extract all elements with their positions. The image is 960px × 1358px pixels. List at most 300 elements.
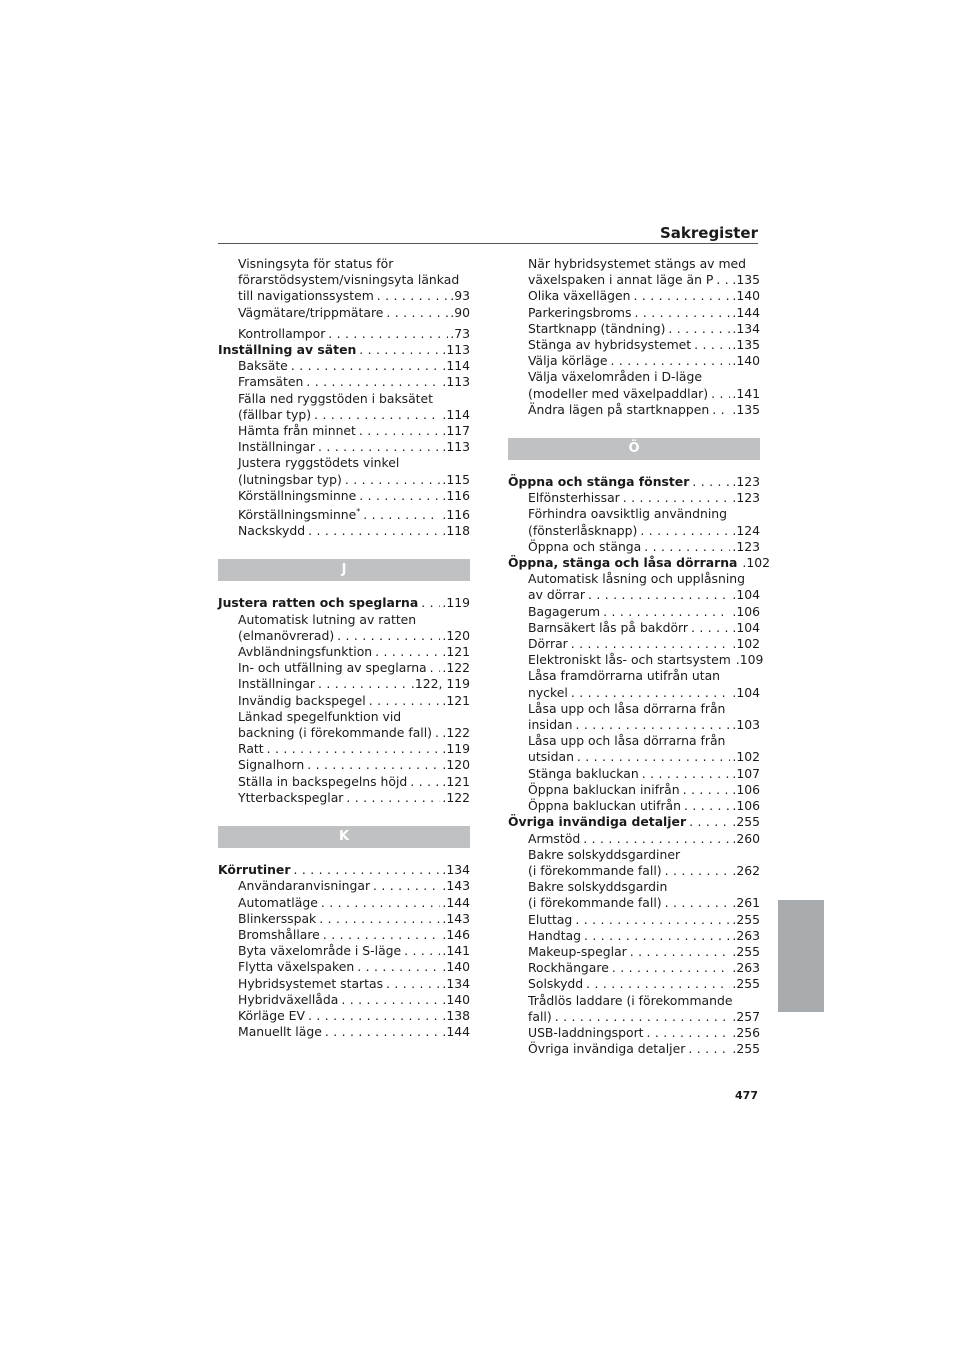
index-sub-entry (508, 587, 760, 603)
dot-leader (630, 944, 731, 960)
page-ref: .123 (732, 538, 760, 554)
dot-leader (683, 782, 731, 798)
page-ref: .144 (732, 304, 760, 320)
entry-text: Handtag (528, 927, 581, 943)
entry-text: Inställning av säten (218, 342, 357, 358)
dot-leader (576, 717, 731, 733)
page-ref: .109 (735, 652, 764, 668)
page-ref: .143 (442, 878, 470, 894)
index-sub-entry (508, 733, 760, 749)
entry-text-wrap (528, 895, 665, 911)
entry-text: Körläge EV (238, 1007, 305, 1023)
entry-text-wrap (528, 749, 577, 765)
entry-text-wrap (528, 337, 694, 353)
page-ref: .121 (442, 773, 470, 789)
entry-text-wrap (528, 490, 623, 506)
page-ref: .138 (442, 1007, 470, 1023)
page-ref: .263 (732, 960, 760, 976)
index-main-entry (218, 595, 470, 611)
entry-text-wrap (528, 863, 665, 879)
dot-leader (571, 636, 731, 652)
page-ref: .122 (442, 660, 470, 676)
page-number: 477 (735, 1089, 758, 1102)
index-sub-entry (508, 960, 760, 976)
page-ref: .261 (732, 895, 760, 911)
entry-text-wrap (528, 1025, 647, 1041)
index-sub-entry (508, 749, 760, 765)
index-sub-entry (508, 1025, 760, 1041)
entry-text-wrap (528, 960, 612, 976)
index-sub-entry (508, 831, 760, 847)
entry-text: Öppna bakluckan utifrån (528, 798, 682, 814)
entry-text: (modeller med växelpaddlar) (528, 385, 709, 401)
index-main-entry (508, 555, 771, 571)
entry-text: Öppna och stänga fönster (508, 474, 690, 490)
dot-leader (430, 660, 441, 676)
dot-leader (684, 798, 730, 814)
page-ref: .123 (732, 490, 760, 506)
entry-text-wrap (238, 676, 318, 692)
entry-text: Körställningsminne (238, 487, 357, 503)
entry-text: Körställningsminne (238, 507, 357, 523)
index-sub-entry (508, 1009, 760, 1025)
dot-leader (341, 992, 440, 1008)
dot-leader (386, 305, 448, 321)
entry-text: (i förekommande fall) (528, 862, 662, 878)
page-ref: .135 (732, 272, 760, 288)
index-sub-entry (218, 757, 470, 773)
page-ref: .113 (442, 439, 470, 455)
page-ref: .256 (732, 1024, 760, 1040)
entry-text: Baksäte (238, 358, 288, 374)
page-ref: .123 (732, 474, 760, 490)
page-ref: .141 (732, 385, 760, 401)
page-ref: .102 (742, 555, 771, 571)
header-divider (218, 243, 758, 244)
dot-leader (373, 878, 440, 894)
index-main-entry (218, 862, 470, 878)
page-ref: .113 (442, 342, 470, 358)
index-sub-entry (508, 879, 760, 895)
dot-leader (665, 863, 731, 879)
index-sub-entry (508, 912, 760, 928)
entry-text: Stänga bakluckan (528, 765, 639, 781)
entry-text: Kontrollampor (238, 325, 326, 341)
entry-text-wrap (528, 928, 584, 944)
dot-leader (307, 757, 440, 773)
dot-leader (644, 539, 730, 555)
chapter-side-tab (778, 900, 824, 1012)
index-sub-entry (218, 488, 470, 504)
entry-text: Inställningar (238, 439, 315, 455)
page-header-title: Sakregister (659, 224, 758, 242)
letter-section-header: K (218, 826, 470, 848)
dot-leader (369, 693, 441, 709)
dot-leader (308, 523, 440, 539)
page-ref: .124 (732, 522, 760, 538)
page-ref: .260 (732, 830, 760, 846)
dot-leader (359, 488, 440, 504)
page-ref: .102 (732, 749, 760, 765)
dot-leader (319, 911, 440, 927)
index-sub-entry (218, 911, 470, 927)
page-ref: .120 (442, 757, 470, 773)
dot-leader (323, 927, 441, 943)
entry-text-wrap (238, 488, 359, 504)
entry-text: Byta växelområde i S-läge (238, 943, 402, 959)
entry-text: Bagagerum (528, 603, 601, 619)
entry-text-wrap (238, 407, 314, 423)
dot-leader (688, 1041, 730, 1057)
entry-text-wrap (528, 685, 571, 701)
index-sub-entry (218, 305, 470, 321)
page-ref: .255 (732, 943, 760, 959)
letter-section-header: Ö (508, 438, 760, 460)
entry-text-wrap (528, 288, 633, 304)
dot-leader (410, 774, 440, 790)
index-sub-entry (508, 717, 760, 733)
dot-leader (377, 288, 448, 304)
entry-text: Ställa in backspegelns höjd (238, 773, 408, 789)
dot-leader (386, 976, 440, 992)
dot-leader (375, 644, 440, 660)
entry-text-wrap (528, 1009, 555, 1025)
dot-leader (583, 831, 730, 847)
entry-text: Ratt (238, 741, 264, 757)
entry-text-wrap (528, 976, 586, 992)
index-sub-entry (508, 685, 760, 701)
dot-leader (689, 814, 730, 830)
entry-text-wrap (238, 358, 291, 374)
index-sub-entry (218, 895, 470, 911)
index-sub-entry (218, 612, 470, 628)
page-ref: .113 (442, 374, 470, 390)
entry-text-wrap (238, 959, 357, 975)
entry-text: Förhindra oavsiktlig användning (528, 506, 728, 522)
dot-leader (555, 1009, 731, 1025)
entry-text-wrap (528, 636, 571, 652)
entry-text-wrap (238, 992, 341, 1008)
page-ref: .262 (732, 862, 760, 878)
index-sub-entry (218, 407, 470, 423)
index-column-right (508, 256, 771, 1057)
page-ref: .104 (732, 684, 760, 700)
entry-text-wrap (238, 741, 267, 757)
page-ref: .103 (732, 717, 760, 733)
entry-text-wrap (528, 798, 684, 814)
page-ref: .90 (450, 304, 470, 320)
entry-text-wrap (528, 272, 716, 288)
dot-leader (404, 943, 440, 959)
index-sub-entry (508, 523, 760, 539)
entry-text: Fälla ned ryggstöden i baksätet (238, 390, 434, 406)
dot-leader (577, 749, 730, 765)
entry-text-wrap (238, 628, 337, 644)
page-ref: .106 (732, 798, 760, 814)
entry-text: Vägmätare/trippmätare (238, 304, 384, 320)
index-sub-entry (218, 391, 470, 407)
footnote-marker: * (356, 507, 361, 517)
page-ref: .122 (442, 789, 470, 805)
page-ref: .134 (442, 862, 470, 878)
dot-leader (665, 895, 731, 911)
entry-text: Bakre solskyddsgardin (528, 879, 668, 895)
dot-leader (691, 620, 730, 636)
entry-text-wrap (218, 595, 421, 611)
entry-text: Låsa upp och låsa dörrarna från (528, 733, 726, 749)
entry-text-wrap (528, 944, 630, 960)
dot-leader (712, 402, 730, 418)
page-ref: .255 (732, 1041, 760, 1057)
entry-text-wrap (218, 342, 359, 358)
index-sub-entry (218, 741, 470, 757)
entry-text: Olika växellägen (528, 288, 631, 304)
entry-text-wrap (528, 912, 575, 928)
entry-text: Parkeringsbroms (528, 304, 632, 320)
dot-leader (306, 374, 440, 390)
entry-text-wrap (528, 1041, 688, 1057)
dot-leader (623, 490, 731, 506)
entry-text: Övriga invändiga detaljer (508, 814, 687, 830)
entry-text: Trådlös laddare (i förekommande (528, 992, 733, 1008)
entry-text-wrap (238, 305, 386, 321)
index-sub-entry (218, 256, 470, 272)
page-ref: .114 (442, 358, 470, 374)
entry-text: utsidan (528, 749, 574, 765)
dot-leader (318, 676, 409, 692)
page-ref: .104 (732, 587, 760, 603)
page-ref: .116 (442, 507, 470, 523)
index-sub-entry (508, 701, 760, 717)
page-ref: .115 (442, 471, 470, 487)
index-sub-entry (508, 976, 760, 992)
page-ref: .121 (442, 692, 470, 708)
index-sub-entry (508, 863, 760, 879)
page-ref: .134 (442, 975, 470, 991)
index-sub-entry (508, 305, 760, 321)
entry-text-wrap (238, 374, 306, 390)
index-sub-entry (508, 321, 760, 337)
index-sub-entry (218, 943, 470, 959)
index-sub-entry (218, 959, 470, 975)
dot-leader (692, 474, 730, 490)
entry-text: Hybridsystemet startas (238, 975, 384, 991)
entry-text: Välja körläge (528, 353, 608, 369)
page-ref: .140 (442, 991, 470, 1007)
index-sub-entry (218, 1024, 470, 1040)
dot-leader (711, 386, 730, 402)
index-sub-entry (218, 326, 470, 342)
page-ref: .140 (732, 288, 760, 304)
page-ref: .255 (732, 814, 760, 830)
entry-text: Avbländningsfunktion (238, 644, 373, 660)
entry-text-wrap (528, 402, 712, 418)
index-sub-entry (218, 676, 470, 692)
index-sub-entry (508, 620, 760, 636)
entry-text: USB-laddningsport (528, 1024, 644, 1040)
index-sub-entry (218, 660, 470, 676)
page-ref: .255 (732, 976, 760, 992)
index-main-entry (218, 342, 470, 358)
entry-text: Stänga av hybridsystemet (528, 337, 692, 353)
page-ref: .135 (732, 401, 760, 417)
page-ref: .102 (732, 636, 760, 652)
page-ref: .106 (732, 781, 760, 797)
entry-text-wrap (238, 790, 346, 806)
entry-text-wrap (238, 523, 308, 539)
index-sub-entry (508, 944, 760, 960)
entry-text: Automatisk lutning av ratten (238, 611, 417, 627)
dot-leader (610, 353, 730, 369)
index-sub-entry (218, 504, 470, 523)
entry-text: Startknapp (tändning) (528, 320, 666, 336)
entry-text-wrap (238, 693, 369, 709)
page-ref: .143 (442, 910, 470, 926)
page-ref: .141 (442, 943, 470, 959)
page-ref: .73 (450, 325, 470, 341)
index-sub-entry (508, 256, 760, 272)
page-ref: .119 (442, 741, 470, 757)
dot-leader (571, 685, 731, 701)
index-sub-entry (508, 288, 760, 304)
entry-text: backning (i förekommande fall) (238, 725, 433, 741)
entry-text-wrap (238, 472, 345, 488)
entry-text-wrap (238, 911, 319, 927)
entry-text: Ytterbackspeglar (238, 789, 344, 805)
entry-text-wrap (238, 725, 435, 741)
entry-text-wrap (508, 555, 740, 571)
page-ref: .255 (732, 911, 760, 927)
entry-text-wrap (528, 831, 583, 847)
entry-text: Justera ryggstödets vinkel (238, 455, 400, 471)
page-ref: .144 (442, 1024, 470, 1040)
index-sub-entry (218, 628, 470, 644)
page-ref: .257 (732, 1008, 760, 1024)
dot-leader (588, 587, 730, 603)
index-sub-entry (218, 1008, 470, 1024)
index-sub-entry (508, 571, 760, 587)
index-sub-entry (508, 766, 760, 782)
index-main-entry (508, 474, 760, 490)
page-ref: .117 (442, 423, 470, 439)
dot-leader (363, 507, 440, 523)
index-sub-entry (508, 272, 760, 288)
page-ref: .122, 119 (410, 676, 470, 692)
dot-leader (612, 960, 731, 976)
dot-leader (314, 407, 440, 423)
dot-leader (575, 912, 730, 928)
page-ref: .114 (442, 406, 470, 422)
entry-text-wrap (238, 943, 404, 959)
dot-leader (337, 628, 440, 644)
entry-text: Låsa upp och låsa dörrarna från (528, 700, 726, 716)
dot-leader (694, 337, 730, 353)
index-sub-entry (508, 386, 760, 402)
entry-text: Visningsyta för status för (238, 256, 394, 271)
dot-leader (584, 928, 730, 944)
index-sub-entry (218, 358, 470, 374)
index-sub-entry (218, 644, 470, 660)
entry-text: till navigationssystem (238, 288, 374, 304)
entry-text: Låsa framdörrarna utifrån utan (528, 668, 721, 684)
index-sub-entry (218, 523, 470, 539)
entry-text-wrap (238, 439, 318, 455)
entry-text-wrap (238, 644, 375, 660)
index-sub-entry (218, 374, 470, 390)
entry-text: (elmanövrerad) (238, 627, 335, 643)
entry-text: Hybridväxellåda (238, 991, 339, 1007)
entry-text-wrap (528, 604, 603, 620)
entry-text: Bakre solskyddsgardiner (528, 846, 681, 862)
dot-leader (359, 423, 440, 439)
entry-text-wrap (238, 326, 328, 342)
entry-text: Inställningar (238, 676, 315, 692)
dot-leader (346, 790, 440, 806)
dot-leader (267, 741, 441, 757)
entry-text: Bromshållare (238, 926, 320, 942)
entry-text-wrap (528, 620, 691, 636)
page-ref: .135 (732, 337, 760, 353)
dot-leader (421, 595, 440, 611)
entry-text-wrap (528, 717, 576, 733)
entry-text: Öppna bakluckan inifrån (528, 781, 680, 797)
entry-text: Automatisk låsning och upplåsning (528, 571, 746, 587)
index-sub-entry (508, 928, 760, 944)
entry-text: Framsäten (238, 374, 304, 390)
entry-text: nyckel (528, 684, 568, 700)
index-sub-entry (508, 895, 760, 911)
page-ref: .120 (442, 627, 470, 643)
index-sub-entry (508, 1041, 760, 1057)
entry-text: Signalhorn (238, 757, 305, 773)
entry-text: Välja växelområden i D-läge (528, 369, 703, 385)
page-ref: .107 (732, 765, 760, 781)
entry-text: Elektroniskt lås- och startsystem (528, 652, 731, 668)
entry-text-wrap (238, 878, 373, 894)
entry-text: Körrutiner (218, 862, 291, 878)
page-ref: .121 (442, 644, 470, 660)
page-ref: .119 (442, 595, 470, 611)
entry-text-wrap (528, 539, 644, 555)
dot-leader (634, 305, 730, 321)
entry-text-wrap (528, 386, 711, 402)
entry-text: Övriga invändiga detaljer (528, 1041, 686, 1057)
entry-text: Öppna, stänga och låsa dörrarna (508, 555, 738, 571)
index-sub-entry (508, 539, 760, 555)
dot-leader (357, 959, 440, 975)
page-ref: .140 (442, 959, 470, 975)
entry-text: fall) (528, 1008, 552, 1024)
index-sub-entry (508, 993, 760, 1009)
index-sub-entry (218, 878, 470, 894)
index-sub-entry (218, 790, 470, 806)
entry-text-wrap (218, 862, 293, 878)
page-ref: .106 (732, 603, 760, 619)
entry-text: insidan (528, 717, 573, 733)
entry-text-wrap (238, 288, 377, 304)
entry-text: Manuellt läge (238, 1024, 322, 1040)
index-sub-entry (508, 490, 760, 506)
entry-text-wrap (238, 757, 307, 773)
entry-text: Barnsäkert lås på bakdörr (528, 619, 688, 635)
dot-leader (640, 523, 730, 539)
entry-text: In- och utfällning av speglarna (238, 660, 427, 676)
index-sub-entry (508, 369, 760, 385)
index-sub-entry (218, 976, 470, 992)
page-ref: .116 (442, 487, 470, 503)
dot-leader (328, 326, 448, 342)
entry-text-wrap (238, 423, 359, 439)
